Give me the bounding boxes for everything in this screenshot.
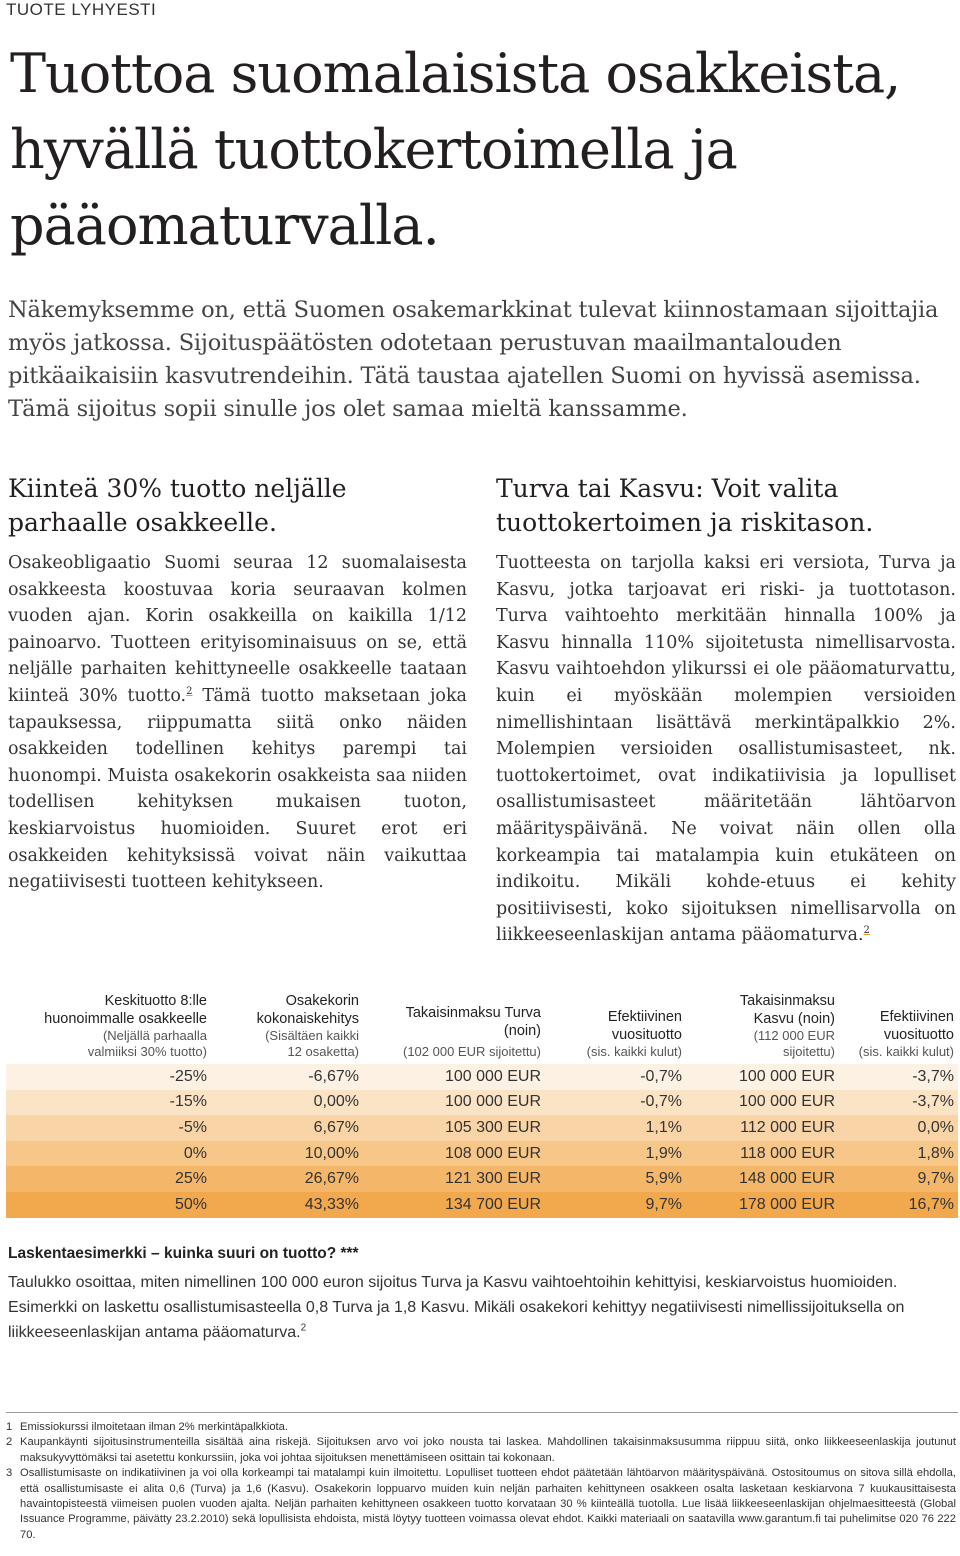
table-row xyxy=(6,1115,958,1141)
table-row xyxy=(6,1090,958,1116)
left-body-footnote-ref: 2 xyxy=(186,686,193,698)
table-cell: 10,00% xyxy=(304,1144,359,1162)
right-body-text: Tuotteesta on tarjolla kaksi eri versiota, Turva ja Kasvu, jotka tarjoavat eri riski- ja tuottotason. Turva vaihtoehto merkitään hinnalla 100% ja Kasvu hinnalla 110% sijoitetusta nimellisarvosta. Kasvu vaihtoehdon ylikurssi ei ole pääomaturvattu, kuin ei myöskään molempien versioiden nimellishintaan lisättävä merkintäpalkkio 2%. Molempien versioiden osallistumisasteet, nk. tuottokertoimet, ovat indikatiivisia ja lopulliset osallistumisasteet määritetään lähtöarvon määrityspäivänä. Ne voivat näin ollen olla korkeampia tai matalampia kuin etukäteen on indikoitu. Mikäli kohde-etuus ei kehity positiivisesti, koko sijoituksen nimellisarvolla on liikkeeseenlaskijan antama pääomaturva. xyxy=(496,553,956,946)
table-cell: 9,7% xyxy=(645,1195,682,1213)
example-text-body: Taulukko osoittaa, miten nimellinen 100 000 euron sijoitus Turva ja Kasvu vaihtoehtoihin kehittyisi, keskiarvoistus huomioiden. Esimerkki on laskettu osallistumisasteella 0,8 Turva ja 1,8 Kasvu. Mikäli osakekori kehittyy negatiivisesti nimellissijoituksella on liikkeeseenlaskijan antama pääomaturva. xyxy=(8,1274,905,1341)
intro-paragraph: Näkemyksemme on, että Suomen osakemarkkinat tulevat kiinnostamaan sijoittajia myös jatkossa. Sijoituspäätösten odotetaan perustuvan maailmantalouden pitkäaikaisiin kasvutrendeihin. Tätä taustaa ajatellen Suomi on hyvissä asemissa. Tämä sijoitus sopii sinulle jos olet samaa mieltä kanssamme. xyxy=(8,297,939,422)
header-repayment-kasvu: Takaisinmaksu Kasvu (noin) (112 000 EUR sijoitettu) xyxy=(739,993,835,1059)
right-body xyxy=(496,550,956,949)
table-cell: 50% xyxy=(174,1195,207,1213)
footnotes xyxy=(6,1420,956,1543)
table-cell: 112 000 EUR xyxy=(740,1118,835,1136)
table-cell: -3,7% xyxy=(912,1093,954,1111)
left-body xyxy=(8,550,467,896)
left-heading: Kiinteä 30% tuotto neljälle parhaalle osakkeelle. xyxy=(8,474,347,537)
page-title: Tuottoa suomalaisista osakkeista, hyvällä tuottokertoimella ja pääomaturvalla. xyxy=(10,42,901,257)
table-cell: 43,33% xyxy=(304,1195,359,1213)
table-cell: 0,00% xyxy=(313,1093,359,1111)
example-footnote-ref: 2 xyxy=(300,1322,307,1334)
table-cell: 0% xyxy=(183,1144,207,1162)
section-kicker: TUOTE LYHYESTI xyxy=(6,0,157,19)
table-row xyxy=(6,1166,958,1192)
table-cell: -0,7% xyxy=(640,1067,682,1085)
table-cell: 1,8% xyxy=(917,1144,954,1162)
table-cell: -25% xyxy=(169,1067,207,1085)
example-title: Laskentaesimerkki – kuinka suuri on tuotto? *** xyxy=(8,1245,359,1262)
header-effective-return-turva: Efektiivinen vuosituotto (sis. kaikki kulut) xyxy=(586,1009,682,1059)
right-column xyxy=(496,472,956,949)
footnote-divider xyxy=(6,1412,958,1413)
header-repayment-turva: Takaisinmaksu Turva (noin) (102 000 EUR sijoitettu) xyxy=(402,1005,541,1059)
table-cell: 105 300 EUR xyxy=(444,1118,541,1136)
example-text xyxy=(8,1270,954,1345)
header-basket-performance: Osakekorin kokonaiskehitys (Sisältäen kaikki 12 osaketta) xyxy=(256,993,359,1059)
right-body-footnote-ref: 2 xyxy=(863,925,870,937)
table-cell: 134 700 EUR xyxy=(444,1195,541,1213)
table-cell: 100 000 EUR xyxy=(738,1067,835,1085)
table-cell: 16,7% xyxy=(908,1195,954,1213)
table-cell: 26,67% xyxy=(304,1170,359,1188)
table-cell: 25% xyxy=(174,1170,207,1188)
table-cell: -5% xyxy=(178,1118,207,1136)
table-cell: 121 300 EUR xyxy=(444,1170,541,1188)
table-row xyxy=(6,1064,958,1090)
table-cell: 100 000 EUR xyxy=(738,1093,835,1111)
table-cell: 100 000 EUR xyxy=(444,1067,541,1085)
table-cell: 1,9% xyxy=(645,1144,682,1162)
table-cell: 9,7% xyxy=(917,1170,954,1188)
table-cell: -3,7% xyxy=(912,1067,954,1085)
table-header-row xyxy=(6,992,958,1064)
table-cell: -0,7% xyxy=(640,1093,682,1111)
table-row xyxy=(6,1192,958,1218)
table-cell: 5,9% xyxy=(645,1170,682,1188)
right-heading: Turva tai Kasvu: Voit valita tuottokertoimen ja riskitason. xyxy=(496,474,874,537)
table-cell: 148 000 EUR xyxy=(738,1170,835,1188)
table-cell: 1,1% xyxy=(645,1118,682,1136)
returns-table xyxy=(6,992,958,1218)
footnote-3: 3 Osallistumisaste on indikatiivinen ja voi olla korkeampi tai matalampi kuin ilmoitettu. Lopulliset tuotteen ehdot päätetään lähtöarvon määrityspäivänä. Ostositoumus on sitova sillä ehdolla, että osallistumisaste ei alita 0,6 (Turva) ja 1,6 (Kasvu). Osakekorin loppuarvo muiden kuin neljän parhaiten kehittyneen osakkeen osalta lasketaan keskiarvona 7 kuukausittaisesta havaintopisteestä viimeisen puolen vuoden ajalta. Neljän parhaiten kehittyneen osakkeen tuotto korvataan 30 % kiinteällä tuotolla. Lue lisää liikkeeseenlaskijan ohjelmaesitteestä (Global Issuance Programme, päivätty 23.2.2010) sekä lopullisista ehdoista, mistä löytyy tuotteen voimassa olevat ehdot. Kaikki materiaali on saatavilla www.garantum.fi tai puhelimitse 020 76 222 70. xyxy=(6,1467,956,1541)
left-body-part2: Tämä tuotto maksetaan joka tapauksessa, riippumatta siitä onko näiden osakkeiden todellinen kehitys parempi tai huonompi. Muista osakekorin osakkeista saa niiden todellisen kehityksen mukaisen tuoton, keskiarvoistus huomioiden. Suuret erot eri osakkeiden kehityksissä voivat näin vaikuttaa negatiivisesti tuotteen kehitykseen. xyxy=(8,685,467,893)
left-body-part1: Osakeobligaatio Suomi seuraa 12 suomalaisesta osakkeesta koostuvaa koria seuraavan kolmen vuoden ajan. Korin osakkeilla on kaikilla 1/12 painoarvo. Tuotteen erityisominaisuus on se, että neljälle parhaiten kehittyneelle osakkeelle taataan kiinteä 30% tuotto. xyxy=(8,553,467,706)
table-cell: -15% xyxy=(169,1093,207,1111)
table-cell: 0,0% xyxy=(917,1118,954,1136)
table-cell: -6,67% xyxy=(308,1067,359,1085)
footnote-2: 2 Kaupankäynti sijoitusinstrumenteilla sisältää aina riskejä. Sijoituksen arvo voi joko nousta tai laskea. Mahdollinen takaisinmaksusumma riippuu siitä, onko liikkeeseenlaskija joutunut maksukyvyttömäksi tai asetettu konkurssiin, joka voi johtaa sijoituksen menettämiseen osittain tai kokonaan. xyxy=(6,1436,956,1464)
footnote-1: 1 Emissiokurssi ilmoitetaan ilman 2% merkintäpalkkiota. xyxy=(6,1421,288,1433)
table-cell: 6,67% xyxy=(313,1118,359,1136)
header-avg-return: Keskituotto 8:lle huonoimmalle osakkeelle (Neljällä parhaalla valmiiksi 30% tuotto) xyxy=(44,993,207,1059)
table-cell: 118 000 EUR xyxy=(740,1144,835,1162)
table-cell: 100 000 EUR xyxy=(444,1093,541,1111)
table-row xyxy=(6,1141,958,1167)
header-effective-return-kasvu: Efektiivinen vuosituotto (sis. kaikki kulut) xyxy=(858,1009,954,1059)
table-cell: 108 000 EUR xyxy=(444,1144,541,1162)
table-body xyxy=(6,1064,958,1218)
table-cell: 178 000 EUR xyxy=(738,1195,835,1213)
left-column xyxy=(8,472,467,896)
